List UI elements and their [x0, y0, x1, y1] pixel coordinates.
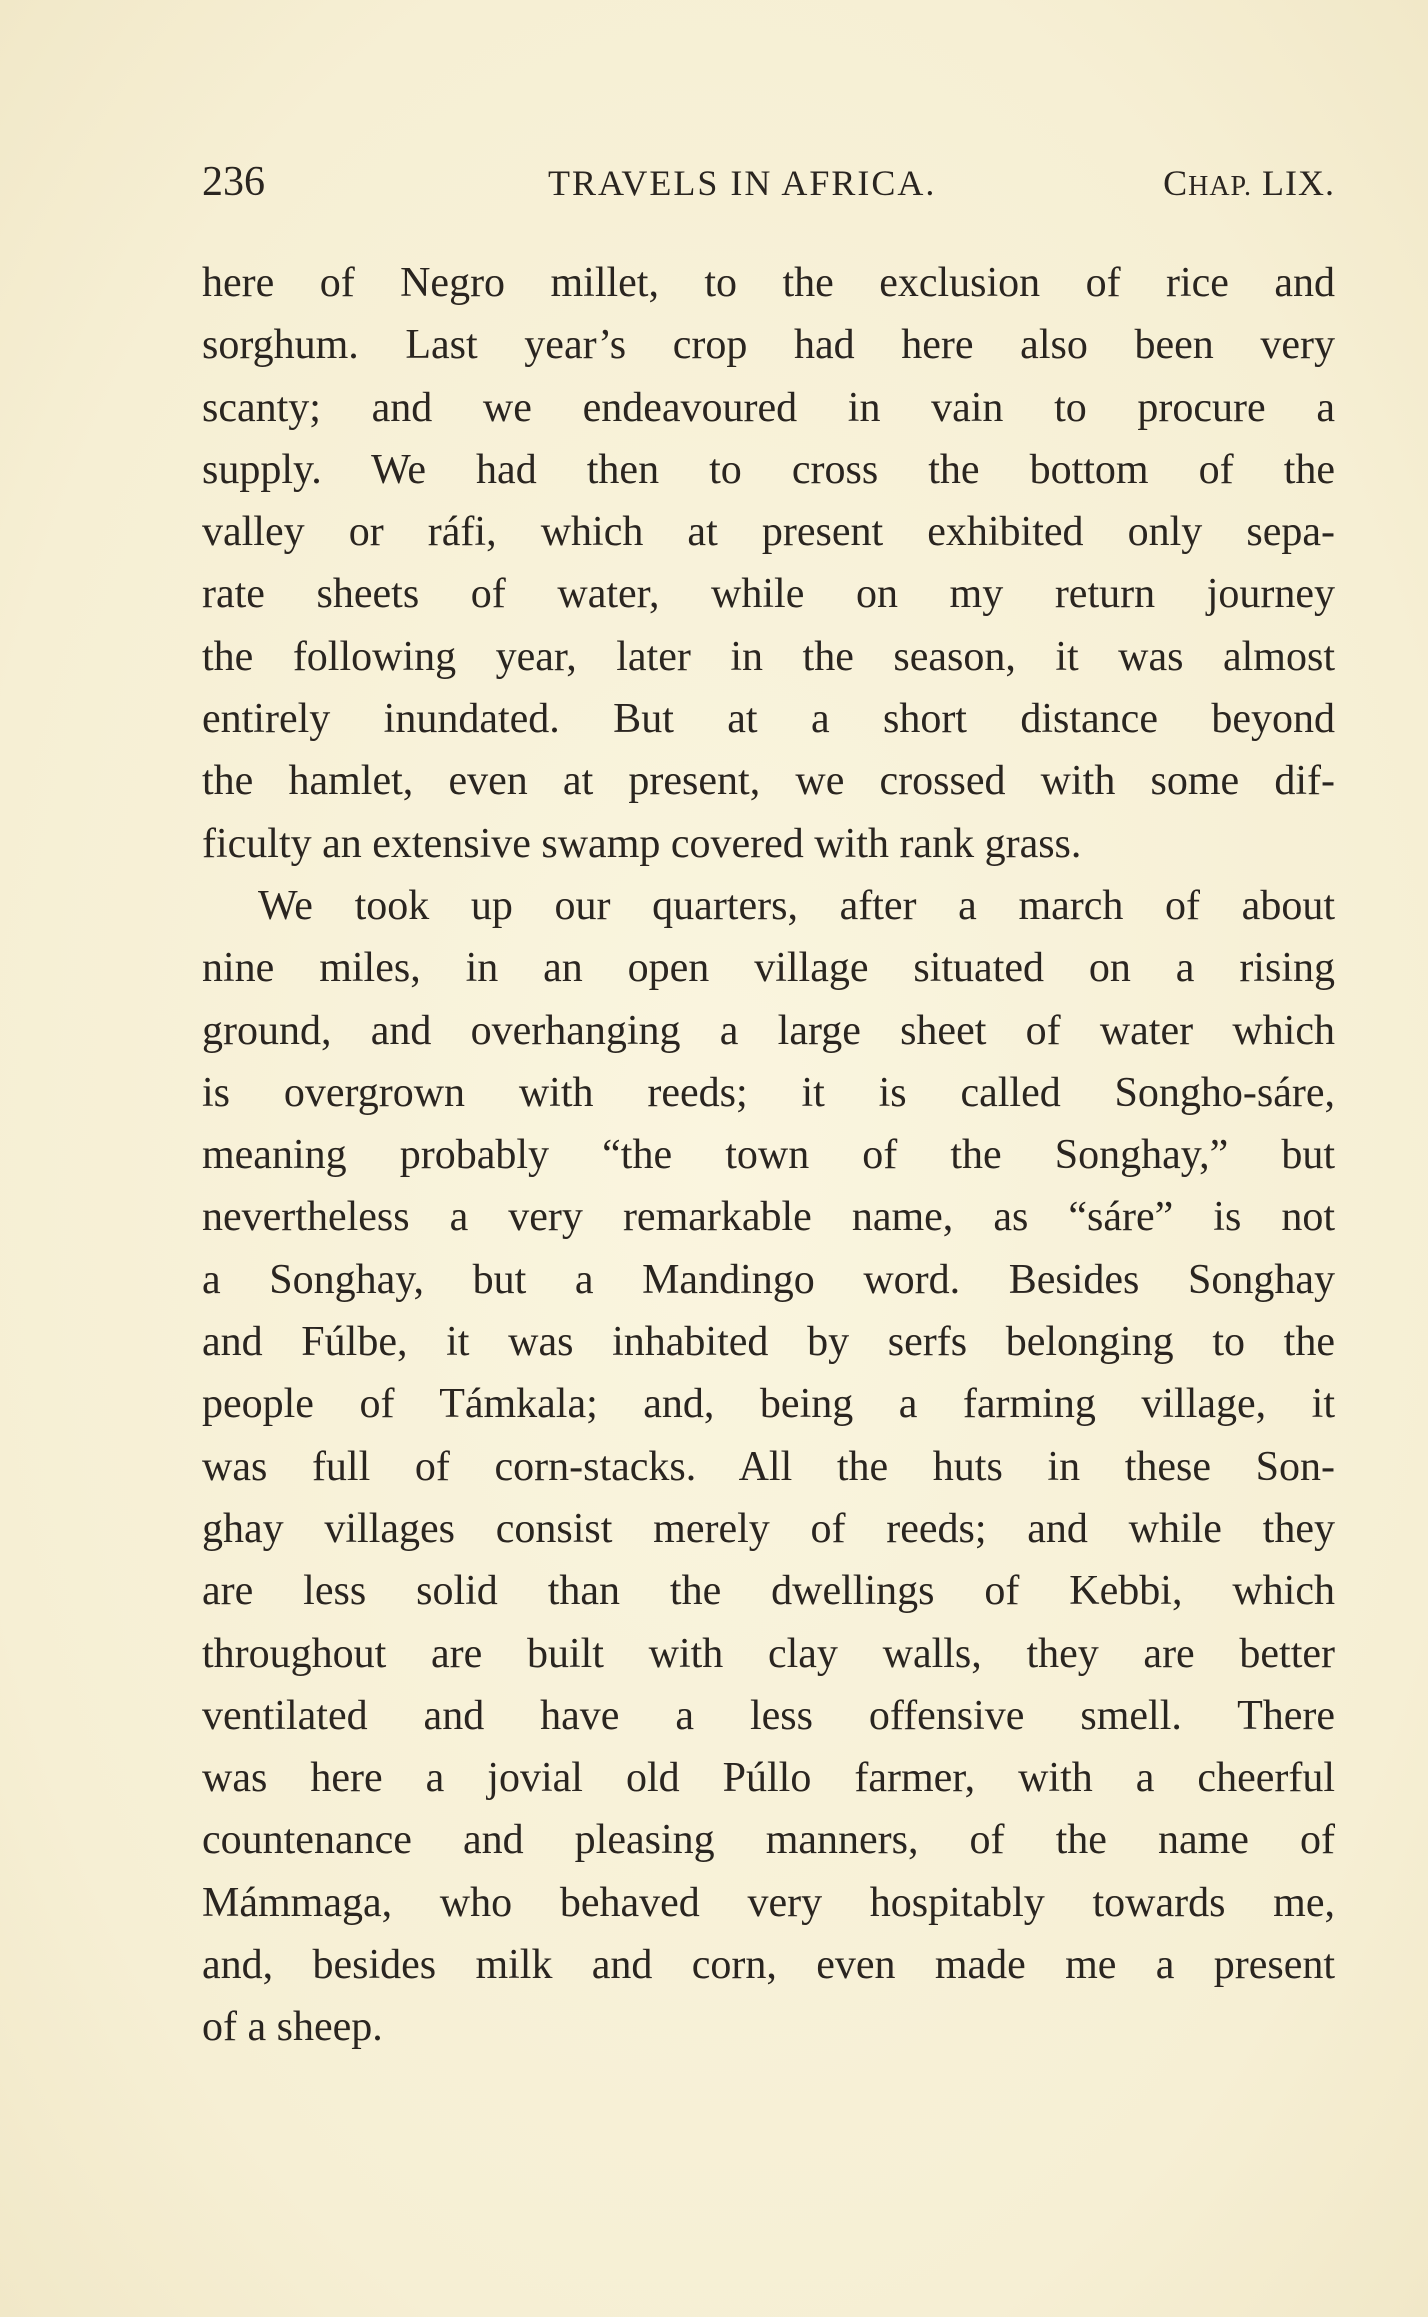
text-line: was full of corn-stacks. All the huts in these Son-	[202, 1443, 1335, 1490]
text-line: is overgrown with reeds; it is called Songho-sáre,	[202, 1069, 1335, 1116]
text-line: and, besides milk and corn, even made me a present	[202, 1942, 1335, 1989]
text-line: a Songhay, but a Mandingo word. Besides Songhay	[202, 1256, 1335, 1303]
text-line: meaning probably “the town of the Songhay,” but	[202, 1132, 1335, 1179]
text-line: nevertheless a very remarkable name, as “sáre” is not	[202, 1194, 1335, 1241]
page-number: 236	[202, 159, 265, 205]
text-line: Mámmaga, who behaved very hospitably towards me,	[202, 1879, 1335, 1926]
chapter-initial: C	[1163, 163, 1189, 203]
text-line: nine miles, in an open village situated on a rising	[202, 945, 1335, 992]
chapter-smallcaps: HAP.	[1188, 171, 1253, 202]
text-line: entirely inundated. But at a short distance beyond	[202, 696, 1335, 743]
chapter-numeral: LIX.	[1252, 163, 1335, 203]
text-line: We took up our quarters, after a march of about	[258, 882, 1335, 929]
text-line: sorghum. Last year’s crop had here also been very	[202, 322, 1335, 369]
running-header	[202, 158, 1335, 208]
text-line: the hamlet, even at present, we crossed with some dif-	[202, 758, 1335, 805]
text-line: countenance and pleasing manners, of the name of	[202, 1817, 1335, 1864]
text-line: ground, and overhanging a large sheet of water which	[202, 1007, 1335, 1054]
text-line: scanty; and we endeavoured in vain to procure a	[202, 384, 1335, 431]
body-text	[202, 252, 1335, 2059]
text-line: of a sheep.	[202, 2004, 383, 2051]
text-line: valley or ráfi, which at present exhibited only sepa-	[202, 509, 1335, 556]
text-line: ventilated and have a less offensive smell. There	[202, 1692, 1335, 1739]
text-line: rate sheets of water, while on my return journey	[202, 571, 1335, 618]
paragraph	[202, 252, 1335, 875]
text-line: the following year, later in the season, it was almost	[202, 633, 1335, 680]
chapter-label	[1163, 162, 1335, 204]
text-line: people of Támkala; and, being a farming village, it	[202, 1381, 1335, 1428]
running-title: TRAVELS IN AFRICA.	[548, 163, 937, 203]
text-line: supply. We had then to cross the bottom of the	[202, 446, 1335, 493]
text-line: was here a jovial old Púllo farmer, with a cheerful	[202, 1755, 1335, 1802]
text-line: throughout are built with clay walls, they are better	[202, 1630, 1335, 1677]
text-line: ficulty an extensive swamp covered with rank grass.	[202, 820, 1082, 867]
text-line: ghay villages consist merely of reeds; and while they	[202, 1505, 1335, 1552]
text-line: and Fúlbe, it was inhabited by serfs belonging to the	[202, 1319, 1335, 1366]
text-line: here of Negro millet, to the exclusion of rice and	[202, 260, 1335, 306]
text-line: are less solid than the dwellings of Kebbi, which	[202, 1568, 1335, 1615]
paragraph	[202, 875, 1335, 2059]
